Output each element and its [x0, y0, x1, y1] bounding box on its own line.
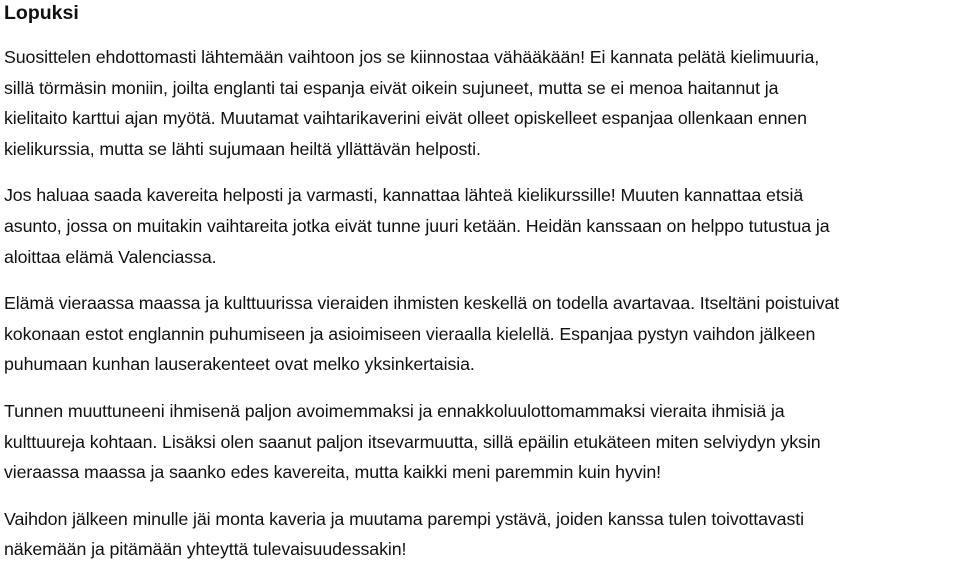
- text-line: Elämä vieraassa maassa ja kulttuurissa vieraiden ihmisten keskellä on todella avartavaa. Itseltäni poistuivat: [4, 293, 840, 314]
- text-line: vieraassa maassa ja saanko edes kavereita, mutta kaikki meni paremmin kuin hyvin!: [4, 462, 662, 483]
- text-line: Tunnen muuttuneeni ihmisenä paljon avoimemmaksi ja ennakkoluulottomammaksi vieraita ihmisiä ja: [4, 400, 785, 421]
- paragraph-culture: [4, 288, 946, 380]
- text-line: Jos haluaa saada kavereita helposti ja varmasti, kannattaa lähteä kielikurssille! Muuten kannattaa etsiä: [4, 185, 804, 206]
- text-line: kulttuureja kohtaan. Lisäksi olen saanut paljon itsevarmuutta, sillä epäilin etukäteen miten selviydyn yksin: [4, 431, 821, 452]
- text-line: sillä törmäsin moniin, joilta englanti tai espanja eivät oikein sujuneet, mutta se ei menoa haitannut ja: [4, 77, 779, 98]
- text-line: näkemään ja pitämään yhteyttä tulevaisuudessakin!: [4, 539, 407, 560]
- text-line: Vaihdon jälkeen minulle jäi monta kaveria ja muutama parempi ystävä, joiden kanssa tulen toivottavasti: [4, 508, 804, 529]
- text-line: puhumaan kunhan lauserakenteet ovat melko yksinkertaisia.: [4, 354, 475, 375]
- paragraph-recommendation: [4, 42, 946, 164]
- text-line: Suosittelen ehdottomasti lähtemään vaihtoon jos se kiinnostaa vähääkään! Ei kannata pelätä kielimuuria,: [4, 47, 820, 67]
- paragraph-closing: [4, 504, 946, 565]
- paragraph-friends: [4, 180, 946, 272]
- text-line: aloittaa elämä Valenciassa.: [4, 246, 217, 267]
- text-line: kielikurssia, mutta se lähti sujumaan heiltä yllättävän helposti.: [4, 138, 481, 159]
- section-heading: Lopuksi: [4, 2, 79, 24]
- paragraph-personal-growth: [4, 396, 946, 488]
- text-line: kielitaito karttui ajan myötä. Muutamat vaihtarikaverini eivät olleet opiskelleet espanjaa ollenkaan ennen: [4, 108, 807, 129]
- text-line: kokonaan estot englannin puhumiseen ja asioimiseen vieraalla kielellä. Espanjaa pystyn vaihdon jälkeen: [4, 323, 816, 344]
- text-line: asunto, jossa on muitakin vaihtareita jotka eivät tunne juuri ketään. Heidän kanssaan on helppo tutustua ja: [4, 215, 830, 236]
